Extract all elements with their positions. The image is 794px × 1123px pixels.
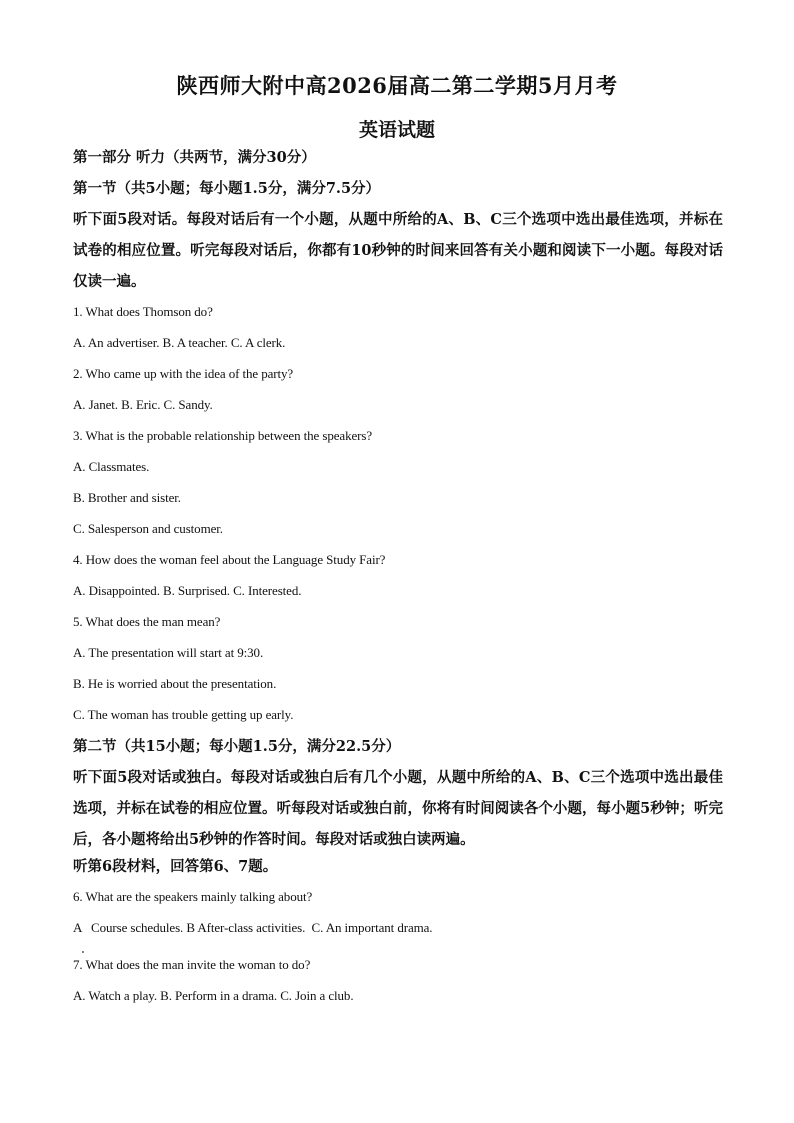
part1-heading: 第一部分 听力（共两节，满分30分） [73,149,316,166]
question-5-option-a: A. The presentation will start at 9:30. [73,645,264,660]
question-6: 6. What are the speakers mainly talking about? [73,889,313,904]
section1-heading: 第一节（共5小题；每小题1.5分，满分7.5分） [73,180,381,197]
exam-subtitle: 英语试题 [358,119,435,141]
question-3-option-a: A. Classmates. [73,459,150,474]
question-2-options: A. Janet. B. Eric. C. Sandy. [73,397,213,412]
section1-instructions: 听下面5段对话。每段对话后有一个小题，从题中所给的A、B、C三个选项中选出最佳选项，并标在试卷的相应位置。听完每段对话后，你都有10秒钟的时间来回答有关小题和阅读下一小题。每段对话仅读一遍。 [73,211,723,290]
question-5: 5. What does the man mean? [73,614,221,629]
exam-title: 陕西师大附中高2026届高二第二学期5月月考 [176,73,618,98]
question-5-option-b: B. He is worried about the presentation. [73,676,277,691]
question-3-option-c: C. Salesperson and customer. [73,521,223,536]
stray-dot [82,951,84,953]
section2-heading: 第二节（共15小题；每小题1.5分，满分22.5分） [73,738,401,755]
question-3-option-b: B. Brother and sister. [73,490,181,505]
question-2: 2. Who came up with the idea of the party? [73,366,294,381]
question-1-options: A. An advertiser. B. A teacher. C. A clerk. [73,335,286,350]
exam-content [73,148,723,1018]
question-4-options: A. Disappointed. B. Surprised. C. Interested. [73,583,302,598]
question-5-option-c: C. The woman has trouble getting up early. [73,707,294,722]
question-7: 7. What does the man invite the woman to do? [73,957,311,972]
question-7-options: A. Watch a play. B. Perform in a drama. C. Join a club. [73,988,354,1003]
question-4: 4. How does the woman feel about the Language Study Fair? [73,552,386,567]
question-1: 1. What does Thomson do? [73,304,213,319]
question-3: 3. What is the probable relationship between the speakers? [73,428,372,443]
section2-instructions: 听下面5段对话或独白。每段对话或独白后有几个小题，从题中所给的A、B、C三个选项中选出最佳选项，并标在试卷的相应位置。听每段对话或独白前，你将有时间阅读各个小题，每小题5秒钟；听完后，各小题将给出5秒钟的作答时间。每段对话或独白读两遍。 [73,769,723,848]
question-6-options: A Course schedules. B After-class activities. C. An important drama. [73,920,433,935]
material-heading: 听第6段材料，回答第6、7题。 [73,858,278,875]
